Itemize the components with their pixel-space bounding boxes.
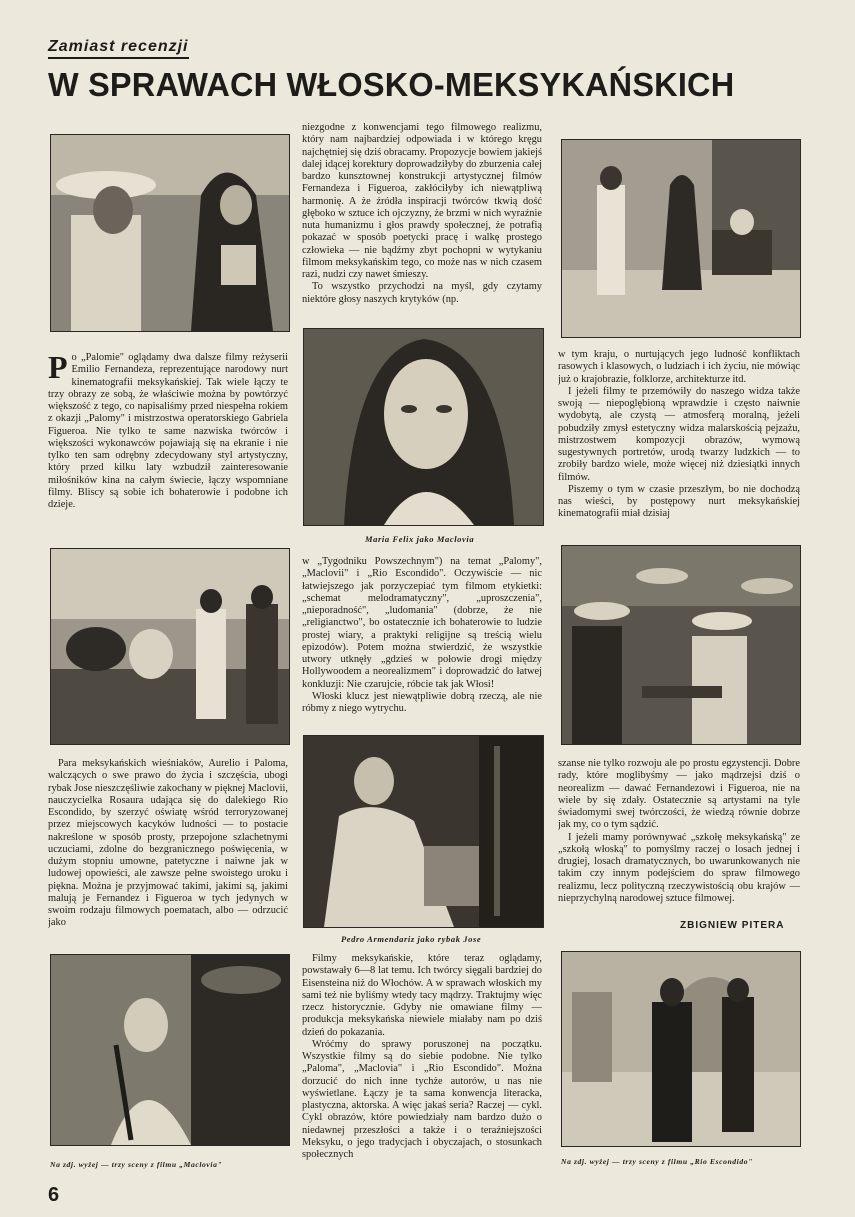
caption-maclovia-scenes: Na zdj. wyżej — trzy sceny z filmu „Maclovia" — [50, 1160, 223, 1169]
photo-maclovia-scene-1 — [50, 134, 290, 332]
photo-maclovia-bottom — [50, 954, 290, 1146]
drop-cap: P — [48, 352, 68, 385]
column-right-upper — [558, 349, 800, 531]
paragraph: Piszemy o tym w czasie przeszłym, bo nie dochodzą nas wieści, by postępowy nurt meksykańskiej kinematografii miał dzisiaj — [558, 483, 800, 520]
paragraph: szanse nie tylko rozwoju ale po prostu egzystencji. Dobre rady, które moglibyśmy — jako mądrzejsi dziś o neorealizm — dawać Fernandezowi i Figueroa, nie na wiele by się zdały. Ostatecznie są artystami na tyle świadomymi swej twórczości, że wiedzą równie dobrze jak my, co o tym sądzić. — [558, 758, 800, 831]
caption-rio-escondido-scenes: Na zdj. wyżej — trzy sceny z filmu „Rio Escondido" — [561, 1157, 754, 1166]
photo-maclovia-scene-2 — [561, 139, 801, 338]
photo-pedro-armendariz — [303, 735, 544, 928]
section-kicker: Zamiast recenzji — [48, 38, 189, 59]
column-right-middle — [558, 758, 800, 926]
paragraph: w tym kraju, o nurtujących jego ludność konfliktach rasowych i klasowych, o ludziach i ich życiu, nie mówiąc już o krajobrazie, folklorze, architekturze itd. — [558, 349, 800, 385]
page-number: 6 — [48, 1184, 60, 1206]
column-left-middle — [48, 758, 288, 940]
paragraph: Włoski klucz jest niewątpliwie dobrą rzeczą, ale nie róbmy z niego wytrychu. — [302, 690, 542, 714]
photo-rio-escondido-cantina — [561, 545, 801, 745]
intro-paragraph: o „Palomie" oglądamy dwa dalsze filmy reżyserii Emilio Fernandeza, reprezentujące narodowy nurt kinematografii meksykańskiej. Tak wiele łączy te trzy obrazy ze sobą, że właściwie można by powtórzyć większość z tego, co napisaliśmy przed niespełna rokiem z okazji „Palomy" i mistrzostwa operatorskiego Gabriela Figueroa. Nie tylko te same nazwiska twórców i większości wykonawców pojawiają się na ekranie i nie tylko ten sam odrębny zdecydowany styl artystyczny, który przed kilku laty wzbudził zainteresowanie miłośników kina na całym świecie, łączy wspomniane filmy. Bliscy są sobie ich bohaterowie i podobne ich dzieje. — [48, 352, 288, 510]
column-middle-bottom — [302, 953, 542, 1171]
paragraph: I jeżeli mamy porównywać „szkołę meksykańską" ze „szkołą włoską" to pomyślmy raczej o losach jednej i drugiej, losach dramatycznych, bo uwarunkowanych nie takim czy innym podejściem do spraw filmowego realizmu, lecz polityczną rzeczywistością obu krajów — nieprzychylną narodowej sztuce filmowej. — [558, 831, 800, 904]
paragraph: niezgodne z konwencjami tego filmowego realizmu, który nam najbardziej odpowiada i w którego kręgu najchętniej się dziś obracamy. Propozycje bowiem jakiejś dalej idącej korektury doprowadziłyby do zburzenia całej bardzo kunsztownej konstrukcji artystycznej filmów Fernandeza i Figueroa, zakłóciłyby ich niewątpliwą harmonię. A że źródła inspiracji twórców tkwią dość głęboko w sztuce ich ojczyzny, że brzmi w nich wyraźnie nuta humanizmu i głos prawdy społecznej, że potrafią pokazać w sposób poetycki pracę i walkę prostego człowieka — nie bądźmy zbyt pochopni w wytykaniu filmom meksykańskim tego, co może nas w nich czasem razi, nudzi czy nawet śmieszy. — [302, 122, 542, 280]
paragraph: w „Tygodniku Powszechnym") na temat „Palomy", „Maclovii" i „Rio Escondido". Oczywiście — nic łatwiejszego jak porzyczepiać tym filmom etykietki: „schemat melodramatyczny", „uproszczenia", „nieporadność", „ludomania" (dobrze, że nie „religianctwo", bo ostatecznie ich bohaterowie to ludzie prostej wiary, a praktyki religijne są treścią wielu epizodów). Potem można stwierdzić, że wszystkie utwory utknęły „gdzieś w połowie drogi między Hollywoodem a neorealizmem" i doprowadzić do łatwej konkluzji: Nie czarujcie, róbcie tak jak Włosi! — [302, 556, 542, 690]
paragraph: Wróćmy do sprawy poruszonej na początku. Wszystkie filmy są do siebie podobne. Nie tylko „Paloma", „Maclovia" i „Rio Escondido". Można dorzucić do nich inne tychże autorów, u nas nie wyświetlane. Łączy je ta sama konwencja literacka, plastyczna, aktorska. A więc jakaś seria? Raczej — cykl. Cykl obrazów, które powiedziały nam bardzo dużo o niedawnej przeszłości a także i o teraźniejszości Meksyku, o jego tradycjach i obyczajach, o stosunkach społecznych — [302, 1038, 542, 1160]
column-middle-middle — [302, 556, 542, 724]
caption-maria-felix: Maria Felix jako Maclovia — [365, 534, 475, 544]
photo-maclovia-scene-3 — [50, 548, 290, 745]
photo-maria-felix-portrait — [303, 328, 544, 526]
paragraph: To wszystko przychodzi na myśl, gdy czytamy niektóre głosy naszych krytyków (np. — [302, 281, 542, 305]
paragraph: I jeżeli filmy te przemówiły do naszego widza także swoją — niepoglębioną wprawdzie i często naiwnie wydobytą, ale czystą — atmosferą moralną, jeżeli pobudziły zmysł estetyczny widza malarskością pejzażu, mistrzostwem kompozycji obrazów, wymową sugestywnych portretów, urodą twarzy ludzkich — to zrobiły bardzo wiele, może więcej niż dziesiątki innych filmów. — [558, 385, 800, 483]
article-headline: W SPRAWACH WŁOSKO-MEKSYKAŃSKICH — [48, 66, 735, 103]
paragraph: Para meksykańskich wieśniaków, Aurelio i Paloma, walczących o swe prawo do życia i szczęścia, ubogi rybak Jose nieszczęśliwie zakochany w pięknej Maclovii, nauczycielka Rosaura udająca się do dalekiego Rio Escondido, by szerzyć oświatę wśród terroryzowanej przez miejscowych kacyków ludności — to postacie nakreślone w sposób prosty, przepojone szlachetnymi uczuciami, zdolne do bezgranicznego poświęcenia, w dużym stopniu umowne, patetyczne i naiwne jak w ludowej opowieści, ale zawsze pełne swoistego uroku i piękna. Można je przyjmować takimi, jakimi są, jakimi malują je Fernandez i Figueroa w tych jedynych w swoim rodzaju filmowych poematach, albo — odrzucić jako — [48, 758, 288, 929]
article-intro — [48, 352, 288, 534]
caption-pedro-armendariz: Pedro Armendariz jako rybak Jose — [341, 934, 482, 944]
photo-rio-escondido-bottom — [561, 951, 801, 1147]
paragraph: Filmy meksykańskie, które teraz oglądamy, powstawały 6—8 lat temu. Ich twórcy sięgali bardziej do Eisensteina niż do Włochów. A w sprawach włoskich my sami też nie byliśmy wtedy tacy mądrzy. Traktujmy więc rzecz historycznie. Gdyby nie omawiane filmy — produkcja meksykańska niewiele miałaby nam po dziś dzień do pokazania. — [302, 953, 542, 1038]
author-byline: ZBIGNIEW PITERA — [680, 920, 785, 931]
column-middle-top — [302, 122, 542, 328]
